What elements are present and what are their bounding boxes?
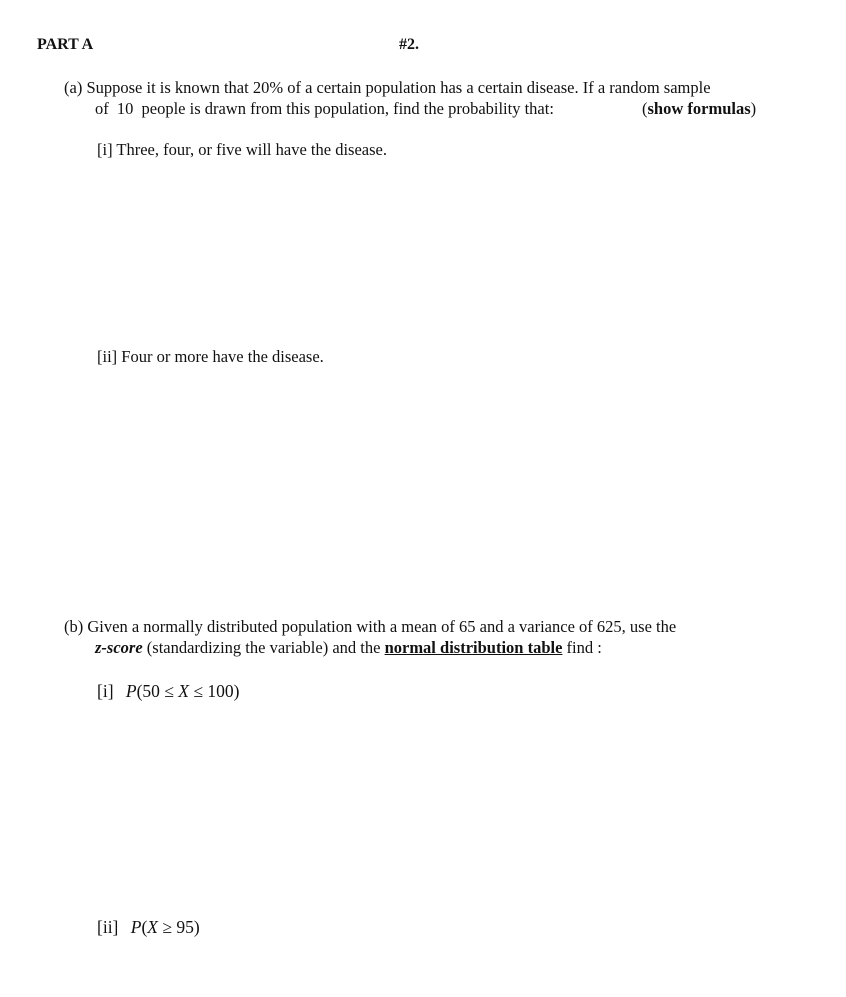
part-a-text-line1: Suppose it is known that 20% of a certain population has a certain disease. If a random sample	[86, 78, 711, 97]
sample-size: 10	[116, 99, 134, 118]
part-b-item-i: [i] P(50 ≤ X ≤ 100)	[97, 681, 240, 701]
normal-distribution-table-link: normal distribution table	[384, 638, 563, 657]
part-b-text-line1: Given a normally distributed population with a mean of 65 and a variance of 625, use the	[87, 617, 677, 636]
part-a-text-line2: people is drawn from this population, find the probability that:	[141, 99, 554, 118]
part-b-line1	[64, 617, 676, 637]
part-b-item-ii: [ii] P(X ≥ 95)	[97, 917, 200, 937]
part-a-of: of	[95, 99, 109, 118]
show-formulas-bold: show formulas	[647, 99, 751, 118]
item-ii-label: [ii]	[97, 917, 119, 937]
part-a-line2	[95, 99, 554, 119]
zscore-term: z-score	[95, 638, 143, 657]
part-title: PART A	[37, 36, 94, 53]
part-a-item-i: [i] Three, four, or five will have the disease.	[97, 140, 387, 159]
part-a-line1	[64, 78, 711, 98]
show-formulas-note: (show formulas)	[642, 99, 757, 118]
item-i-label: [i]	[97, 681, 114, 701]
part-a-label: (a)	[64, 78, 83, 97]
part-b-line2: z-score (standardizing the variable) and the normal distribution table find :	[95, 638, 602, 657]
problem-number: #2.	[399, 36, 419, 53]
part-b-label: (b)	[64, 617, 84, 636]
part-a-item-ii: [ii] Four or more have the disease.	[97, 347, 324, 366]
